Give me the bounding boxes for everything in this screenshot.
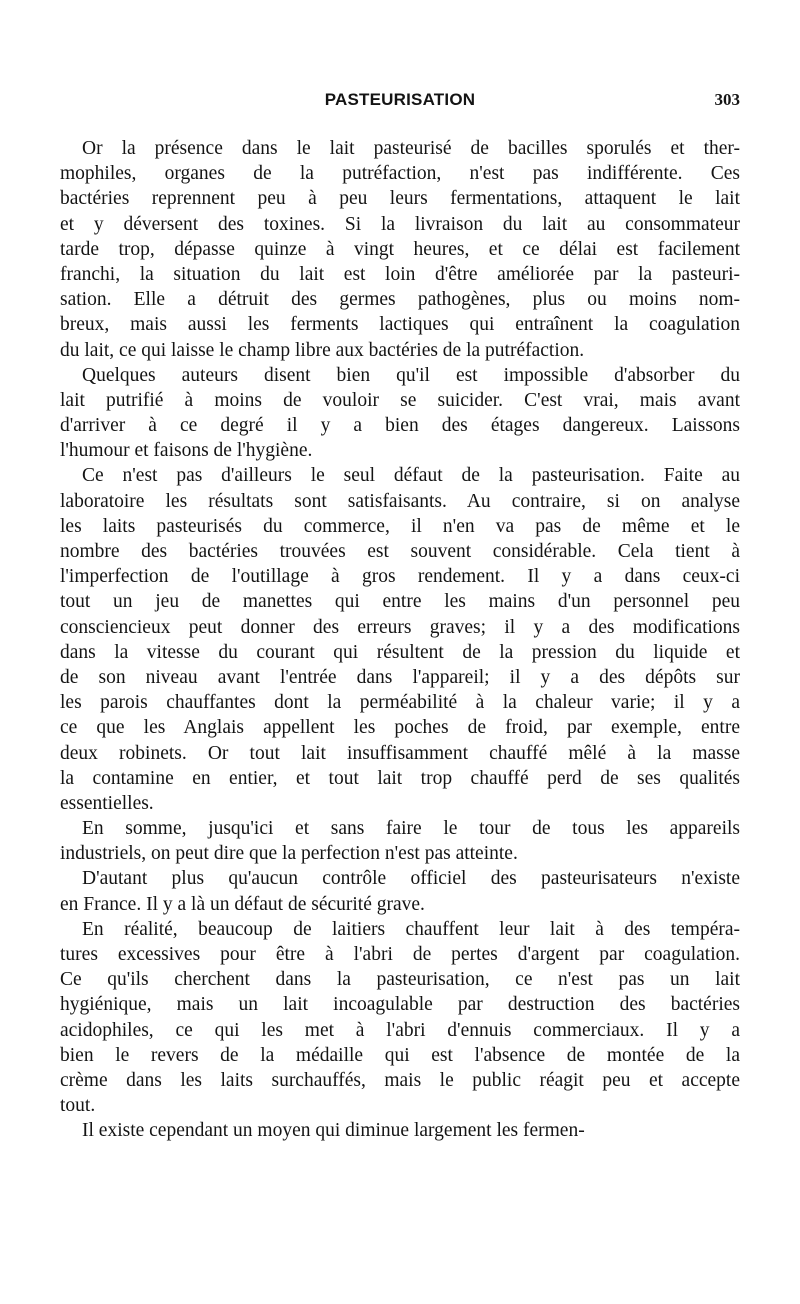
paragraph xyxy=(60,816,740,866)
text-line: essentielles. xyxy=(60,792,154,814)
paragraph xyxy=(60,917,740,1119)
paragraph xyxy=(60,136,740,363)
text-line: dans la vitesse du courant qui résultent de la pression du liquide et xyxy=(60,641,740,663)
paragraph xyxy=(60,463,740,816)
text-line: et y déversent des toxines. Si la livraison du lait au consommateur xyxy=(60,213,740,235)
text-line: tout un jeu de manettes qui entre les mains d'un personnel peu xyxy=(60,591,740,613)
text-line: franchi, la situation du lait est loin d'être améliorée par la pasteuri- xyxy=(60,263,740,285)
text-line: laboratoire les résultats sont satisfaisants. Au contraire, si on analyse xyxy=(60,490,740,512)
text-line: crème dans les laits surchauffés, mais le public réagit peu et accepte xyxy=(60,1069,740,1091)
text-line: En somme, jusqu'ici et sans faire le tour de tous les appareils xyxy=(82,818,740,840)
page-header xyxy=(60,90,740,120)
text-line: l'imperfection de l'outillage à gros rendement. Il y a dans ceux-ci xyxy=(60,566,740,588)
text-line: En réalité, beaucoup de laitiers chauffent leur lait à des tempéra- xyxy=(82,918,740,940)
text-line: consciencieux peut donner des erreurs graves; il y a des modifications xyxy=(60,616,740,638)
paragraph xyxy=(60,363,740,464)
text-line: en France. Il y a là un défaut de sécurité grave. xyxy=(60,893,425,915)
text-line: les parois chauffantes dont la perméabilité à la chaleur varie; il y a xyxy=(60,692,740,714)
text-line: ce que les Anglais appellent les poches de froid, par exemple, entre xyxy=(60,717,740,739)
running-title: PASTEURISATION xyxy=(324,90,476,109)
text-line: Ce qu'ils cherchent dans la pasteurisation, ce n'est pas un lait xyxy=(60,969,740,991)
paragraph xyxy=(60,866,740,916)
text-line: de son niveau avant l'entrée dans l'appareil; il y a des dépôts sur xyxy=(60,666,740,688)
text-line: tures excessives pour être à l'abri de pertes d'argent par coagulation. xyxy=(60,944,740,965)
page-number: 303 xyxy=(714,90,740,109)
text-line: Il existe cependant un moyen qui diminue largement les fermen- xyxy=(82,1120,585,1142)
text-line: mophiles, organes de la putréfaction, n'est pas indifférente. Ces xyxy=(60,163,740,185)
text-line: industriels, on peut dire que la perfection n'est pas atteinte. xyxy=(60,843,518,865)
paragraph xyxy=(60,1118,740,1143)
text-line: hygiénique, mais un lait incoagulable par destruction des bactéries xyxy=(60,994,740,1016)
text-line: tout. xyxy=(60,1095,96,1117)
text-line: D'autant plus qu'aucun contrôle officiel des pasteurisateurs n'existe xyxy=(82,868,740,890)
text-line: deux robinets. Or tout lait insuffisamment chauffé mêlé à la masse xyxy=(60,742,740,764)
text-line: Quelques auteurs disent bien qu'il est impossible d'absorber du xyxy=(82,364,740,386)
text-line: l'humour et faisons de l'hygiène. xyxy=(60,440,313,462)
text-line: breux, mais aussi les ferments lactiques qui entraînent la coagulation xyxy=(60,314,740,336)
text-line: du lait, ce qui laisse le champ libre aux bactéries de la putréfaction. xyxy=(60,339,585,361)
text-line: acidophiles, ce qui les met à l'abri d'ennuis commerciaux. Il y a xyxy=(60,1019,740,1041)
text-line: sation. Elle a détruit des germes pathogènes, plus ou moins nom- xyxy=(60,289,740,311)
text-line: lait putrifié à moins de vouloir se suicider. C'est vrai, mais avant xyxy=(60,389,740,411)
text-line: Ce n'est pas d'ailleurs le seul défaut de la pasteurisation. Faite au xyxy=(82,465,740,487)
body-text xyxy=(60,136,740,1144)
text-line: d'arriver à ce degré il y a bien des étages dangereux. Laissons xyxy=(60,415,740,437)
text-line: Or la présence dans le lait pasteurisé de bacilles sporulés et ther- xyxy=(82,138,740,159)
text-line: la contamine en entier, et tout lait trop chauffé perd de ses qualités xyxy=(60,767,740,789)
text-line: nombre des bactéries trouvées est souvent considérable. Cela tient à xyxy=(60,541,740,562)
text-line: bien le revers de la médaille qui est l'absence de montée de la xyxy=(60,1044,740,1066)
text-line: bactéries reprennent peu à peu leurs fermentations, attaquent le lait xyxy=(60,188,740,210)
text-line: les laits pasteurisés du commerce, il n'en va pas de même et le xyxy=(60,515,740,537)
text-line: tarde trop, dépasse quinze à vingt heures, et ce délai est facilement xyxy=(60,238,740,260)
